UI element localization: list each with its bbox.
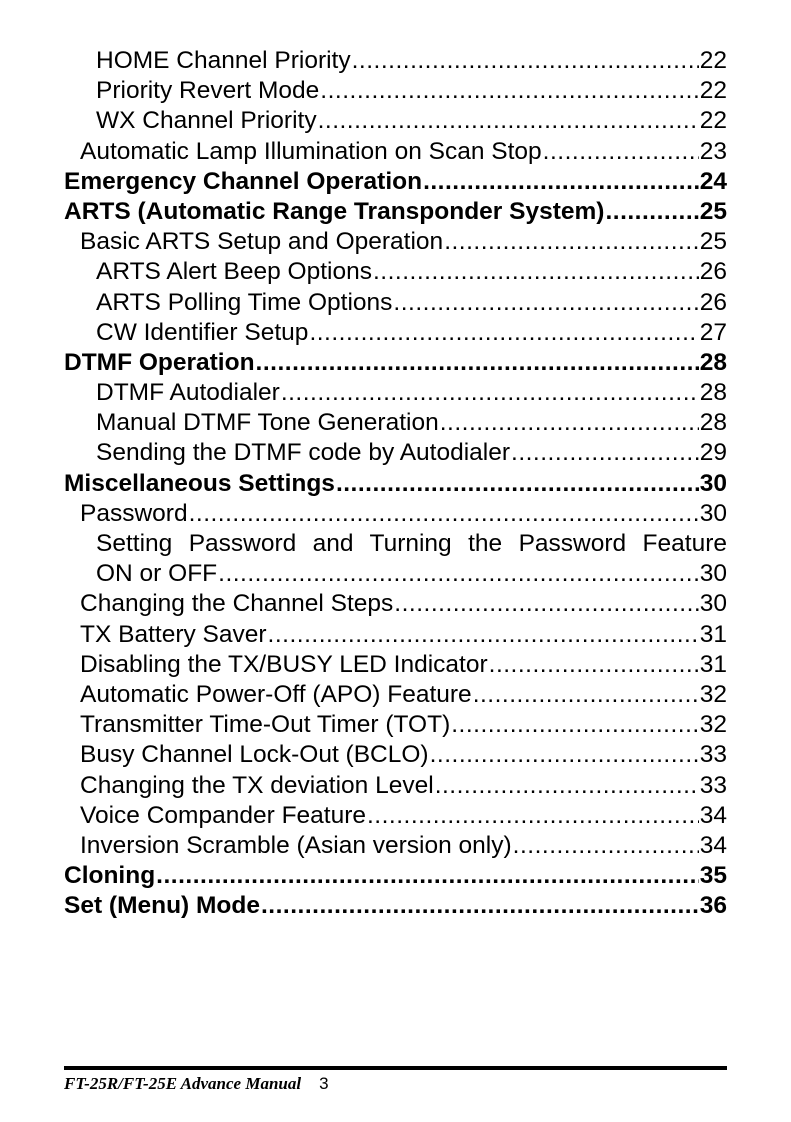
toc-entry[interactable] xyxy=(64,559,727,589)
toc-entry-page: 28 xyxy=(699,379,727,407)
toc-dot-leader xyxy=(444,227,699,257)
toc-entry-title: Changing the Channel Steps xyxy=(80,590,394,618)
toc-dot-leader xyxy=(543,137,699,167)
toc-entry[interactable] xyxy=(64,257,727,287)
toc-entry-title: DTMF Autodialer xyxy=(96,379,280,407)
toc-entry-title: Password xyxy=(80,499,188,527)
toc-entry-page: 30 xyxy=(699,560,727,588)
footer-manual-title: FT-25R/FT-25E Advance Manual xyxy=(64,1074,302,1093)
toc-dot-leader xyxy=(430,740,699,770)
toc-dot-leader xyxy=(281,378,699,408)
table-of-contents xyxy=(64,46,727,921)
toc-entry-title: Basic ARTS Setup and Operation xyxy=(80,228,444,256)
toc-entry[interactable] xyxy=(64,771,727,801)
toc-dot-leader xyxy=(367,801,699,831)
toc-entry-page: 28 xyxy=(699,348,727,376)
toc-entry-title: Busy Channel Lock-Out (BCLO) xyxy=(80,741,429,769)
toc-entry-page: 22 xyxy=(699,77,727,105)
toc-dot-leader xyxy=(473,680,699,710)
toc-entry[interactable] xyxy=(64,106,727,136)
toc-dot-leader xyxy=(189,499,699,529)
toc-entry-title: CW Identifier Setup xyxy=(96,318,309,346)
toc-entry-page: 22 xyxy=(699,107,727,135)
toc-entry-page: 30 xyxy=(699,499,727,527)
toc-entry[interactable] xyxy=(64,620,727,650)
toc-entry-page: 23 xyxy=(699,137,727,165)
toc-entry[interactable] xyxy=(64,740,727,770)
toc-entry[interactable] xyxy=(64,861,727,891)
toc-entry-page: 34 xyxy=(699,831,727,859)
toc-dot-leader xyxy=(320,76,698,106)
toc-entry-page: 36 xyxy=(699,892,727,920)
toc-entry-page: 31 xyxy=(699,650,727,678)
toc-entry[interactable] xyxy=(64,378,727,408)
toc-dot-leader xyxy=(513,831,699,861)
toc-dot-leader xyxy=(336,469,699,499)
toc-entry[interactable] xyxy=(64,137,727,167)
toc-entry[interactable] xyxy=(64,469,727,499)
toc-entry-page: 24 xyxy=(699,167,727,195)
toc-entry-page: 33 xyxy=(699,741,727,769)
toc-dot-leader xyxy=(489,650,699,680)
toc-dot-leader xyxy=(156,861,699,891)
toc-dot-leader xyxy=(268,620,699,650)
toc-entry-page: 31 xyxy=(699,620,727,648)
footer-rule xyxy=(64,1066,727,1070)
toc-entry-title: ARTS (Automatic Range Transponder System) xyxy=(64,197,605,225)
toc-entry-title: WX Channel Priority xyxy=(96,107,317,135)
toc-dot-leader xyxy=(256,348,699,378)
toc-dot-leader xyxy=(511,438,699,468)
toc-entry[interactable] xyxy=(64,288,727,318)
page-footer xyxy=(64,1074,329,1094)
toc-entry-title: ARTS Polling Time Options xyxy=(96,288,393,316)
toc-dot-leader xyxy=(373,257,699,287)
toc-dot-leader xyxy=(451,710,698,740)
toc-entry-title: Emergency Channel Operation xyxy=(64,167,423,195)
toc-entry[interactable] xyxy=(64,408,727,438)
toc-entry-title: TX Battery Saver xyxy=(80,620,267,648)
toc-entry-page: 28 xyxy=(699,409,727,437)
toc-entry-page: 25 xyxy=(699,197,727,225)
toc-entry[interactable] xyxy=(64,831,727,861)
toc-entry-title: Cloning xyxy=(64,862,156,890)
toc-entry-title: Inversion Scramble (Asian version only) xyxy=(80,831,512,859)
toc-dot-leader xyxy=(423,167,699,197)
toc-dot-leader xyxy=(435,771,699,801)
toc-entry-page: 35 xyxy=(699,862,727,890)
toc-entry[interactable] xyxy=(64,167,727,197)
toc-entry[interactable] xyxy=(64,499,727,529)
toc-entry-title: Automatic Lamp Illumination on Scan Stop xyxy=(80,137,542,165)
toc-entry-page: 33 xyxy=(699,771,727,799)
toc-entry-title: Manual DTMF Tone Generation xyxy=(96,409,439,437)
toc-entry-page: 26 xyxy=(699,288,727,316)
toc-entry-title: Automatic Power-Off (APO) Feature xyxy=(80,680,472,708)
toc-entry-page: 30 xyxy=(699,590,727,618)
toc-entry[interactable] xyxy=(64,529,727,559)
toc-entry-page: 27 xyxy=(699,318,727,346)
toc-dot-leader xyxy=(309,318,698,348)
toc-dot-leader xyxy=(352,46,699,76)
toc-entry-title: HOME Channel Priority xyxy=(96,47,351,74)
toc-entry-title: Voice Compander Feature xyxy=(80,801,366,829)
toc-entry[interactable] xyxy=(64,650,727,680)
toc-entry[interactable] xyxy=(64,348,727,378)
toc-entry[interactable] xyxy=(64,438,727,468)
toc-entry-title: Transmitter Time-Out Timer (TOT) xyxy=(80,711,451,739)
toc-entry-title: Changing the TX deviation Level xyxy=(80,771,434,799)
toc-entry-page: 29 xyxy=(699,439,727,467)
toc-entry-page: 34 xyxy=(699,801,727,829)
toc-entry[interactable] xyxy=(64,227,727,257)
toc-entry-page: 32 xyxy=(699,711,727,739)
toc-entry-page: 22 xyxy=(699,47,727,74)
toc-entry[interactable] xyxy=(64,710,727,740)
toc-dot-leader xyxy=(318,106,699,136)
toc-entry[interactable] xyxy=(64,318,727,348)
toc-entry[interactable] xyxy=(64,891,727,921)
toc-entry[interactable] xyxy=(64,680,727,710)
toc-entry-title: DTMF Operation xyxy=(64,348,255,376)
toc-entry-page: 26 xyxy=(699,258,727,286)
toc-entry-title: Miscellaneous Settings xyxy=(64,469,335,497)
toc-entry[interactable] xyxy=(64,46,727,76)
toc-entry-title: ARTS Alert Beep Options xyxy=(96,258,372,286)
toc-entry[interactable] xyxy=(64,801,727,831)
toc-entry-page: 25 xyxy=(699,228,727,256)
toc-entry-title: ON or OFF xyxy=(96,560,218,588)
toc-dot-leader xyxy=(394,589,698,619)
toc-dot-leader xyxy=(218,559,699,589)
toc-dot-leader xyxy=(440,408,699,438)
toc-dot-leader xyxy=(261,891,699,921)
toc-dot-leader xyxy=(605,197,698,227)
footer-page-number: 3 xyxy=(319,1074,329,1093)
toc-entry-title: Setting Password and Turning the Password Feature xyxy=(96,530,727,557)
toc-entry-page: 30 xyxy=(699,469,727,497)
toc-entry-title: Disabling the TX/BUSY LED Indicator xyxy=(80,650,488,678)
toc-entry[interactable] xyxy=(64,589,727,619)
toc-entry[interactable] xyxy=(64,76,727,106)
toc-dot-leader xyxy=(393,288,698,318)
toc-entry[interactable] xyxy=(64,197,727,227)
toc-entry-title: Set (Menu) Mode xyxy=(64,892,260,920)
toc-entry-page: 32 xyxy=(699,680,727,708)
toc-entry-title: Priority Revert Mode xyxy=(96,77,320,105)
toc-entry-title: Sending the DTMF code by Autodialer xyxy=(96,439,511,467)
